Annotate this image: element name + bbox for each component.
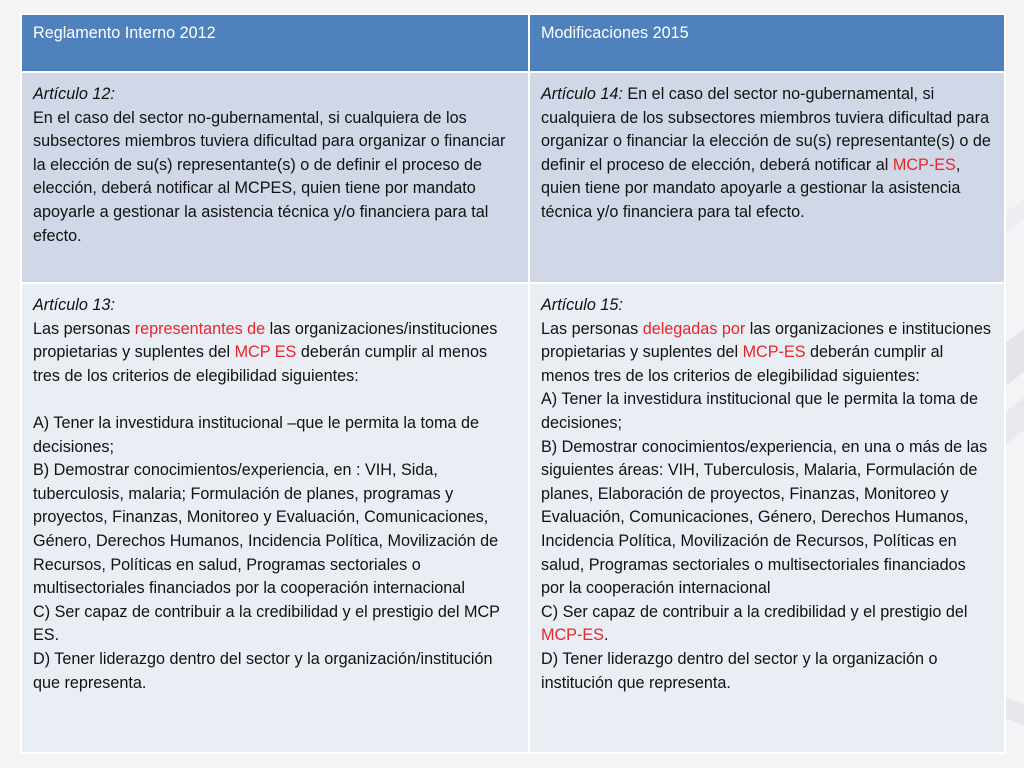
criterion-d: D) Tener liderazgo dentro del sector y la organización/institución que representa. <box>33 649 493 692</box>
cell-articulo-12 <box>21 72 529 283</box>
highlighted-text: MCP ES <box>234 343 297 362</box>
cell-articulo-14 <box>529 72 1005 283</box>
comparison-table <box>20 13 1006 754</box>
text-fragment: Las personas <box>541 319 643 338</box>
spacer <box>33 388 517 412</box>
text-fragment: deberán cumplir al menos tres de los criterios de elegibilidad siguientes: <box>33 343 488 385</box>
highlighted-text: MCP-ES <box>541 626 604 645</box>
highlighted-text: MCP-ES <box>742 343 806 362</box>
criterion-c <box>541 601 993 648</box>
header-row <box>21 14 1005 72</box>
text-fragment: las organizaciones e instituciones propietarias y suplentes del <box>541 319 991 362</box>
article-body: , quien tiene por mandato apoyarle a gestionar la asistencia técnica y/o financiera para tal efecto. <box>541 155 961 221</box>
article-intro <box>33 318 517 389</box>
article-label: Artículo 15: <box>541 296 623 314</box>
article-intro <box>541 318 993 389</box>
highlighted-text: representantes de <box>134 319 266 338</box>
cell-articulo-13 <box>21 283 529 753</box>
criterion-a: A) Tener la investidura institucional ‒que le permita la toma de decisiones; <box>33 413 480 456</box>
criterion-b: B) Demostrar conocimientos/experiencia, en una o más de las siguientes áreas: VIH, Tuberculosis, Malaria, Formulación de planes, Elaboración de proyectos, Finanzas, Monitoreo y Evaluación, Comunicaciones, Género, Derechos Humanos, Incidencia Política, Movilización de Recursos, Políticas en salud, Programas sectoriales o multisectoriales financiados por la cooperación internacional <box>541 437 988 598</box>
table-row <box>21 283 1005 753</box>
criterion-c: C) Ser capaz de contribuir a la credibilidad y el prestigio del MCP ES. <box>33 602 500 645</box>
criterion-a: A) Tener la investidura institucional que le permita la toma de decisiones; <box>541 390 978 432</box>
cell-articulo-15 <box>529 283 1005 753</box>
text-fragment: Las personas <box>33 319 135 338</box>
table-row <box>21 72 1005 283</box>
article-label: Artículo 14: <box>541 85 623 103</box>
text-fragment: C) Ser capaz de contribuir a la credibilidad y el prestigio del <box>541 602 968 621</box>
highlighted-text: delegadas por <box>642 319 746 338</box>
article-label: Artículo 12: <box>33 85 115 103</box>
article-label: Artículo 13: <box>33 296 115 314</box>
header-modificaciones-2015: Modificaciones 2015 <box>529 14 1005 72</box>
article-body: En el caso del sector no-gubernamental, si cualquiera de los subsectores miembros tuviera dificultad para organizar o financiar la elección de su(s) representante(s) o de definir el proceso de elección, deberá notificar al MCPES, quien tiene por mandato apoyarle a gestionar la asistencia técnica y/o financiera para tal efecto. <box>33 108 506 245</box>
highlighted-text: MCP-ES <box>892 155 956 174</box>
text-fragment: deberán cumplir al menos tres de los criterios de elegibilidad siguientes: <box>541 343 944 385</box>
article-body: En el caso del sector no-gubernamental, si cualquiera de los subsectores miembros tuviera dificultad para organizar o financiar la elección de su(s) representante(s) o de definir el proceso de elección, deberá notificar al <box>541 85 991 174</box>
text-fragment: las organizaciones/instituciones propietarias y suplentes del <box>33 319 498 362</box>
criterion-d: D) Tener liderazgo dentro del sector y la organización o institución que representa. <box>541 649 938 692</box>
criterion-b: B) Demostrar conocimientos/experiencia, en : VIH, Sida, tuberculosis, malaria; Formulación de planes, programas y proyectos, Finanzas, Monitoreo y Evaluación, Comunicaciones, Género, Derechos Humanos, Incidencia Política, Movilización de Recursos, Políticas en salud, Programas sectoriales o multisectoriales financiados por la cooperación internacional <box>33 461 499 598</box>
header-reglamento-2012: Reglamento Interno 2012 <box>21 14 529 72</box>
text-fragment: . <box>603 626 609 645</box>
